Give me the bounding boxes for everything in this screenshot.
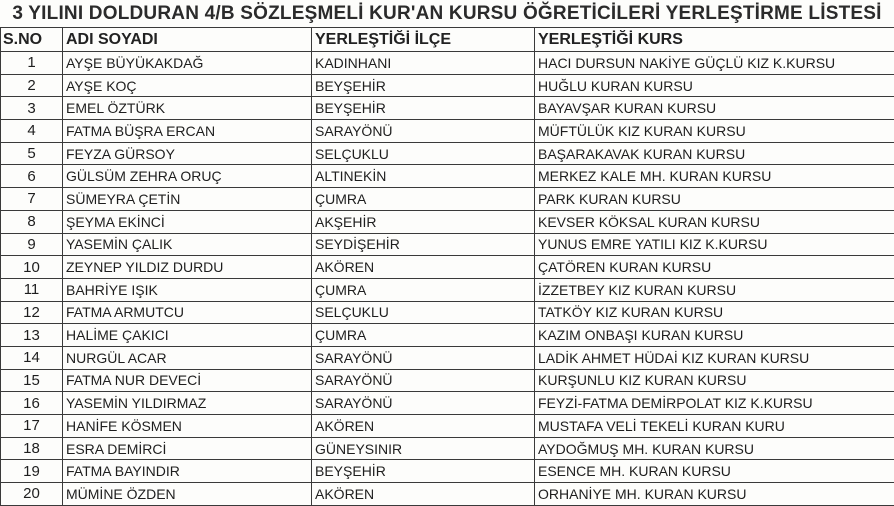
- row-name: MÜMİNE ÖZDEN: [63, 483, 312, 506]
- row-district: ÇUMRA: [312, 188, 535, 211]
- row-course: MERKEZ KALE MH. KURAN KURSU: [535, 165, 894, 188]
- table-row: [1, 301, 894, 324]
- row-name: GÜLSÜM ZEHRA ORUÇ: [63, 165, 312, 188]
- row-district: SARAYÖNÜ: [312, 392, 535, 415]
- table-row: [1, 188, 894, 211]
- row-name: AYŞE KOÇ: [63, 74, 312, 97]
- table-row: [1, 483, 894, 506]
- row-course: KAZIM ONBAŞI KURAN KURSU: [535, 324, 894, 347]
- row-no: 12: [1, 301, 63, 324]
- row-no: 16: [1, 392, 63, 415]
- row-name: YASEMİN YILDIRMAZ: [63, 392, 312, 415]
- row-no: 2: [1, 74, 63, 97]
- row-name: FATMA BAYINDIR: [63, 460, 312, 483]
- table-row: [1, 256, 894, 279]
- row-district: ÇUMRA: [312, 278, 535, 301]
- table-row: [1, 142, 894, 165]
- row-course: İZZETBEY KIZ KURAN KURSU: [535, 278, 894, 301]
- row-name: NURGÜL ACAR: [63, 346, 312, 369]
- table-row: [1, 324, 894, 347]
- row-district: GÜNEYSINIR: [312, 437, 535, 460]
- row-district: BEYŞEHİR: [312, 460, 535, 483]
- table-row: [1, 369, 894, 392]
- row-name: FATMA NUR DEVECİ: [63, 369, 312, 392]
- row-no: 9: [1, 233, 63, 256]
- row-no: 19: [1, 460, 63, 483]
- row-course: ORHANİYE MH. KURAN KURSU: [535, 483, 894, 506]
- table-row: [1, 278, 894, 301]
- row-course: MÜFTÜLÜK KIZ KURAN KURSU: [535, 120, 894, 143]
- row-district: SARAYÖNÜ: [312, 120, 535, 143]
- table-row: [1, 165, 894, 188]
- row-district: AKŞEHİR: [312, 210, 535, 233]
- header-course: YERLEŞTİĞİ KURS: [535, 28, 894, 52]
- row-name: HALİME ÇAKICI: [63, 324, 312, 347]
- table-row: [1, 97, 894, 120]
- row-no: 13: [1, 324, 63, 347]
- table-row: [1, 346, 894, 369]
- row-no: 17: [1, 415, 63, 438]
- row-district: SELÇUKLU: [312, 142, 535, 165]
- header-name: ADI SOYADI: [63, 28, 312, 52]
- row-course: AYDOĞMUŞ MH. KURAN KURSU: [535, 437, 894, 460]
- table-row: [1, 460, 894, 483]
- row-name: FEYZA GÜRSOY: [63, 142, 312, 165]
- row-course: HACI DURSUN NAKİYE GÜÇLÜ KIZ K.KURSU: [535, 52, 894, 75]
- table-row: [1, 437, 894, 460]
- row-district: AKÖREN: [312, 415, 535, 438]
- table-row: [1, 210, 894, 233]
- row-district: SEYDİŞEHİR: [312, 233, 535, 256]
- row-no: 6: [1, 165, 63, 188]
- placement-table: [0, 27, 894, 506]
- table-row: [1, 52, 894, 75]
- row-no: 4: [1, 120, 63, 143]
- row-course: BAYAVŞAR KURAN KURSU: [535, 97, 894, 120]
- header-no: S.NO: [1, 28, 63, 52]
- row-name: AYŞE BÜYÜKAKDAĞ: [63, 52, 312, 75]
- table-row: [1, 74, 894, 97]
- row-district: AKÖREN: [312, 256, 535, 279]
- table-header-row: [1, 28, 894, 52]
- row-district: BEYŞEHİR: [312, 97, 535, 120]
- row-district: KADINHANI: [312, 52, 535, 75]
- row-name: SÜMEYRA ÇETİN: [63, 188, 312, 211]
- row-district: SELÇUKLU: [312, 301, 535, 324]
- table-row: [1, 392, 894, 415]
- row-course: LADİK AHMET HÜDAİ KIZ KURAN KURSU: [535, 346, 894, 369]
- row-no: 5: [1, 142, 63, 165]
- row-name: YASEMİN ÇALIK: [63, 233, 312, 256]
- row-no: 11: [1, 278, 63, 301]
- row-no: 18: [1, 437, 63, 460]
- row-course: PARK KURAN KURSU: [535, 188, 894, 211]
- row-no: 10: [1, 256, 63, 279]
- row-course: ÇATÖREN KURAN KURSU: [535, 256, 894, 279]
- row-district: ALTINEKİN: [312, 165, 535, 188]
- document-title: 3 YILINI DOLDURAN 4/B SÖZLEŞMELİ KUR'AN KURSU ÖĞRETİCİLERİ YERLEŞTİRME LİSTESİ: [12, 3, 882, 24]
- row-name: BAHRİYE IŞIK: [63, 278, 312, 301]
- row-course: YUNUS EMRE YATILI KIZ K.KURSU: [535, 233, 894, 256]
- row-no: 3: [1, 97, 63, 120]
- row-name: ŞEYMA EKİNCİ: [63, 210, 312, 233]
- row-course: KURŞUNLU KIZ KURAN KURSU: [535, 369, 894, 392]
- row-course: KEVSER KÖKSAL KURAN KURSU: [535, 210, 894, 233]
- row-name: EMEL ÖZTÜRK: [63, 97, 312, 120]
- row-district: BEYŞEHİR: [312, 74, 535, 97]
- row-district: SARAYÖNÜ: [312, 369, 535, 392]
- header-district: YERLEŞTİĞİ İLÇE: [312, 28, 535, 52]
- table-row: [1, 415, 894, 438]
- row-course: MUSTAFA VELİ TEKELİ KURAN KURU: [535, 415, 894, 438]
- row-name: HANİFE KÖSMEN: [63, 415, 312, 438]
- row-course: ESENCE MH. KURAN KURSU: [535, 460, 894, 483]
- row-name: ZEYNEP YILDIZ DURDU: [63, 256, 312, 279]
- row-course: FEYZİ-FATMA DEMİRPOLAT KIZ K.KURSU: [535, 392, 894, 415]
- row-name: FATMA ARMUTCU: [63, 301, 312, 324]
- row-course: HUĞLU KURAN KURSU: [535, 74, 894, 97]
- row-no: 1: [1, 52, 63, 75]
- row-no: 14: [1, 346, 63, 369]
- table-row: [1, 233, 894, 256]
- row-name: FATMA BÜŞRA ERCAN: [63, 120, 312, 143]
- row-district: SARAYÖNÜ: [312, 346, 535, 369]
- row-no: 20: [1, 483, 63, 506]
- row-name: ESRA DEMİRCİ: [63, 437, 312, 460]
- row-district: ÇUMRA: [312, 324, 535, 347]
- row-no: 15: [1, 369, 63, 392]
- table-row: [1, 120, 894, 143]
- row-course: BAŞARAKAVAK KURAN KURSU: [535, 142, 894, 165]
- row-course: TATKÖY KIZ KURAN KURSU: [535, 301, 894, 324]
- row-district: AKÖREN: [312, 483, 535, 506]
- row-no: 8: [1, 210, 63, 233]
- row-no: 7: [1, 188, 63, 211]
